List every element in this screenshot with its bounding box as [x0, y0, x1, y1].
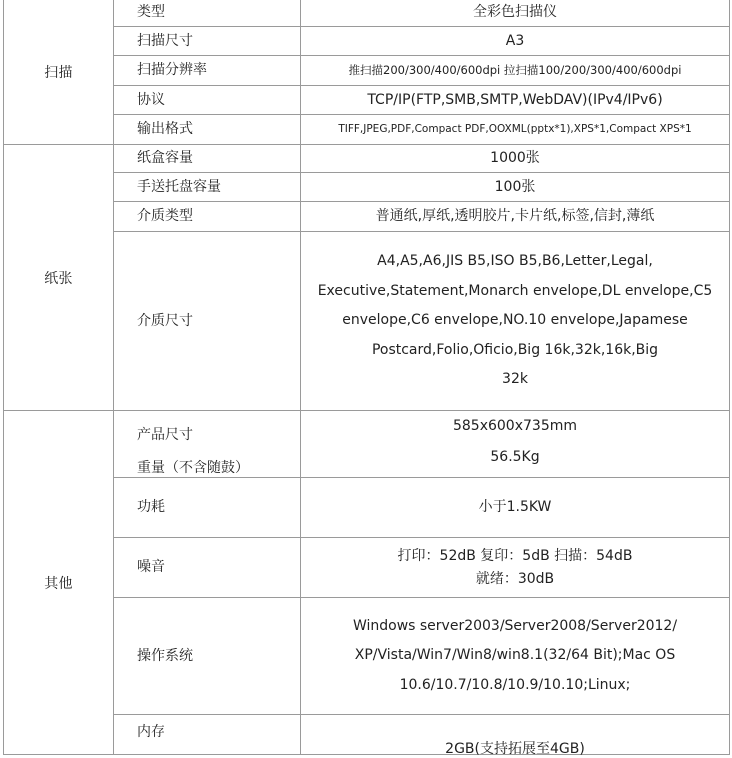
category-paper: 纸张: [4, 145, 114, 411]
label-output-format: 输出格式: [114, 115, 301, 145]
table-row: [4, 411, 730, 478]
label-protocol: 协议: [114, 86, 301, 115]
label-media-size: 介质尺寸: [114, 232, 301, 411]
os-line: 10.6/10.7/10.8/10.9/10.10;Linux;: [399, 676, 631, 693]
value-product-size: 585x600x735mm: [452, 418, 577, 434]
media-size-line: envelope,C6 envelope,NO.10 envelope,Japamese: [342, 312, 688, 329]
value-tray-capacity: 1000张: [301, 145, 730, 173]
label-bypass-capacity: 手送托盘容量: [114, 173, 301, 202]
os-line: XP/Vista/Win7/Win8/win8.1(32/64 Bit);Mac OS: [354, 647, 676, 664]
value-os: [301, 598, 730, 715]
label-media-type: 介质类型: [114, 202, 301, 232]
table-row: [4, 0, 730, 27]
value-size-weight: [301, 411, 730, 478]
value-media-type: 普通纸,厚纸,透明胶片,卡片纸,标签,信封,薄纸: [301, 202, 730, 232]
label-scan-size: 扫描尺寸: [114, 27, 301, 56]
value-scan-size: A3: [301, 27, 730, 56]
media-size-line: Postcard,Folio,Oficio,Big 16k,32k,16k,Big: [371, 341, 659, 358]
value-media-size: [301, 232, 730, 411]
media-size-line: 32k: [502, 371, 528, 388]
label-scan-resolution: 扫描分辨率: [114, 56, 301, 86]
value-noise: [301, 538, 730, 598]
label-size-weight: [114, 411, 301, 478]
label-memory: 内存: [114, 715, 301, 755]
value-memory: [301, 715, 730, 755]
value-output-format: TIFF,JPEG,PDF,Compact PDF,OOXML(pptx*1),XPS*1,Compact XPS*1: [301, 115, 730, 145]
table-row: [4, 145, 730, 173]
memory-value: 2GB(支持拓展至4GB): [445, 741, 585, 757]
value-type: 全彩色扫描仪: [301, 0, 730, 27]
category-other: 其他: [4, 411, 114, 755]
label-tray-capacity: 纸盒容量: [114, 145, 301, 173]
label-product-size: 产品尺寸: [137, 427, 193, 443]
label-os: 操作系统: [114, 598, 301, 715]
label-noise: 噪音: [114, 538, 301, 598]
os-line: Windows server2003/Server2008/Server2012/: [352, 617, 678, 634]
label-type: 类型: [114, 0, 301, 27]
value-scan-resolution: 推扫描200/300/400/600dpi 拉扫描100/200/300/400/600dpi: [301, 56, 730, 86]
label-power: 功耗: [114, 478, 301, 538]
label-weight: 重量（不含随鼓）: [137, 460, 249, 476]
media-size-line: Executive,Statement,Monarch envelope,DL envelope,C5: [317, 282, 713, 299]
value-power: 小于1.5KW: [301, 478, 730, 538]
value-bypass-capacity: 100张: [301, 173, 730, 202]
noise-line: 就绪：30dB: [475, 570, 555, 587]
media-size-line: A4,A5,A6,JIS B5,ISO B5,B6,Letter,Legal,: [377, 253, 653, 270]
spec-table: [3, 0, 730, 755]
value-weight: 56.5Kg: [490, 449, 540, 465]
noise-line: 打印：52dB 复印：5dB 扫描：54dB: [397, 547, 633, 564]
category-scan: 扫描: [4, 0, 114, 145]
value-protocol: TCP/IP(FTP,SMB,SMTP,WebDAV)(IPv4/IPv6): [301, 86, 730, 115]
